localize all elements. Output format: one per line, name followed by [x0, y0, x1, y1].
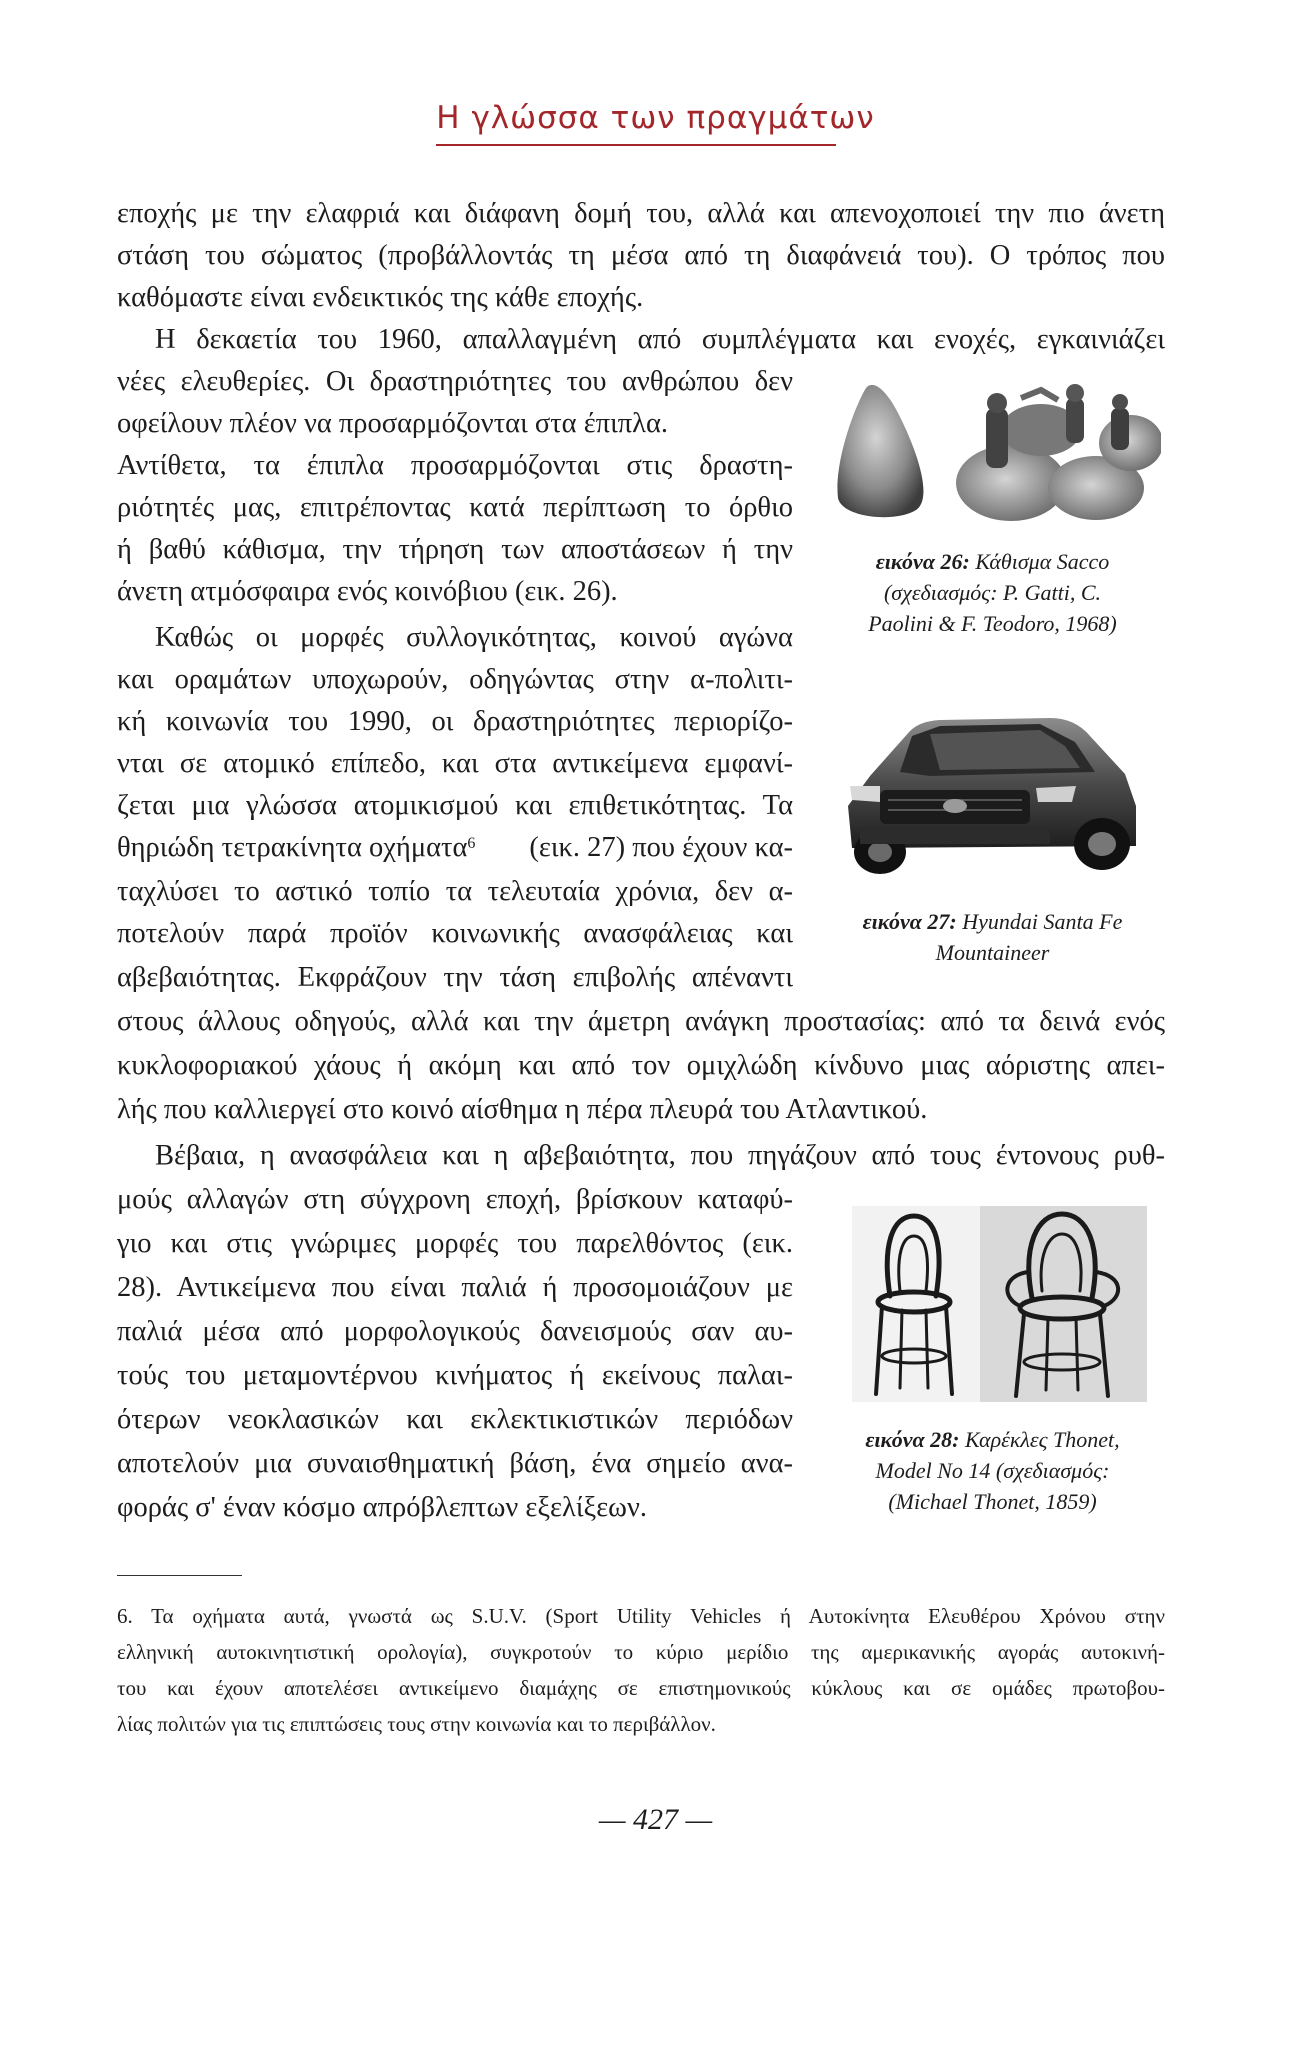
- figure-27-suv-image: [840, 706, 1145, 878]
- body-line: στους άλλους οδηγούς, αλλά και την άμετρη ανάγκη προστασίας: από τα δεινά ενός: [117, 1006, 1165, 1037]
- body-line: εποχής με την ελαφριά και διάφανη δομή του, αλλά και απενοχοποιεί την πιο άνετη: [117, 198, 1165, 229]
- body-line: κή κοινωνία του 1990, οι δραστηριότητες περιορίζο-: [117, 706, 793, 737]
- body-line: Καθώς οι μορφές συλλογικότητας, κοινού αγώνα: [155, 622, 793, 653]
- figure-26-caption: [820, 546, 1165, 639]
- page-number: — 427 —: [598, 1803, 713, 1836]
- figure-28-credit: (Michael Thonet, 1859): [888, 1489, 1097, 1514]
- body-line: καθόμαστε είναι ενδεικτικός της κάθε εποχής.: [117, 282, 644, 313]
- footnote-rule: [117, 1575, 242, 1576]
- figure-27-label: εικόνα 27:: [862, 909, 957, 934]
- figure-27-title-2: Mountaineer: [935, 940, 1050, 965]
- body-line: ταχλύσει το αστικό τοπίο τα τελευταία χρόνια, δεν α-: [117, 876, 793, 907]
- body-line: στάση του σώματος (προβάλλοντάς τη μέσα από τη διαφάνειά του). Ο τρόπος που: [117, 240, 1165, 271]
- footnote-line: ελληνική αυτοκινητιστική ορολογία), συγκροτούν το κύριο μερίδιο της αμερικανικής αγοράς αυτοκινή-: [117, 1640, 1165, 1664]
- body-line: ότερων νεοκλασικών και εκλεκτικιστικών περιόδων: [117, 1404, 793, 1435]
- figure-26-credit-1: (σχεδιασμός: P. Gatti, C.: [883, 580, 1102, 605]
- body-line: Η δεκαετία του 1960, απαλλαγμένη από συμπλέγματα και ενοχές, εγκαινιάζει: [155, 324, 1165, 355]
- body-line: γιο και στις γνώριμες μορφές του παρελθόντος (εικ.: [117, 1228, 793, 1259]
- body-line: φοράς σ' έναν κόσμο απρόβλεπτων εξελίξεων.: [117, 1492, 647, 1523]
- footnote-marker: 6: [467, 835, 476, 852]
- body-line: ή βαθύ κάθισμα, την τήρηση των αποστάσεων ή την: [117, 534, 793, 565]
- body-line: νται σε ατομικό επίπεδο, και στα αντικείμενα εμφανί-: [117, 748, 793, 779]
- figure-28-title-2: Model No 14 (σχεδιασμός:: [875, 1458, 1110, 1483]
- body-line: 28). Αντικείμενα που είναι παλιά ή προσομοιάζουν με: [117, 1272, 793, 1303]
- body-line: Αντίθετα, τα έπιπλα προσαρμόζονται στις δραστη-: [117, 450, 793, 481]
- body-line: ποτελούν παρά προϊόν κοινωνικής ανασφάλειας και: [117, 918, 793, 949]
- body-line: αβεβαιότητας. Εκφράζουν την τάση επιβολής απέναντι: [117, 962, 793, 993]
- body-text: (εικ. 27) που έχουν κα-: [529, 832, 793, 863]
- header-rule: [436, 144, 836, 146]
- body-line: άνετη ατμόσφαιρα ενός κοινόβιου (εικ. 26).: [117, 576, 618, 607]
- body-line: ριότητές μας, επιτρέποντας κατά περίπτωση το όρθιο: [117, 492, 793, 523]
- body-line: αποτελούν μια συναισθηματική βάση, ένα σημείο ανα-: [117, 1448, 793, 1479]
- body-line: μούς αλλαγών στη σύγχρονη εποχή, βρίσκουν καταφύ-: [117, 1184, 793, 1215]
- figure-28-title: Καρέκλες Thonet,: [959, 1427, 1120, 1452]
- body-line: κυκλοφοριακού χάους ή ακόμη και από τον ομιχλώδη κίνδυνο μιας αόριστης απει-: [117, 1050, 1165, 1081]
- body-line: Βέβαια, η ανασφάλεια και η αβεβαιότητα, που πηγάζουν από τους έντονους ρυθ-: [155, 1140, 1165, 1171]
- figure-28-caption: [820, 1424, 1165, 1517]
- body-line: τούς του μεταμοντέρνου κινήματος ή εκείνους παλαι-: [117, 1360, 793, 1391]
- footnote-line: 6. Τα οχήματα αυτά, γνωστά ως S.U.V. (Sport Utility Vehicles ή Αυτοκίνητα Ελευθέρου Χρόνου στην: [117, 1604, 1165, 1628]
- body-line: [117, 828, 793, 868]
- figure-27-title: Hyundai Santa Fe: [956, 909, 1123, 934]
- figure-26-label: εικόνα 26:: [875, 549, 970, 574]
- figure-26-sacco-chairs-image: [826, 368, 1161, 528]
- figure-26-credit-2: Paolini & F. Teodoro, 1968): [868, 611, 1117, 636]
- running-header: Η γλώσσα των πραγμάτων: [436, 100, 875, 136]
- body-line: λής που καλλιεργεί στο κοινό αίσθημα η πέρα πλευρά του Ατλαντικού.: [117, 1094, 928, 1125]
- body-line: ζεται μια γλώσσα ατομικισμού και επιθετικότητας. Τα: [117, 790, 793, 821]
- footnote-line: λίας πολιτών για τις επιπτώσεις τους στην κοινωνία και το περιβάλλον.: [117, 1712, 716, 1736]
- figure-28-label: εικόνα 28:: [865, 1427, 960, 1452]
- body-line: και οραμάτων υποχωρούν, οδηγώντας στην α-πολιτι-: [117, 664, 793, 695]
- body-line: παλιά μέσα από μορφολογικούς δανεισμούς σαν αυ-: [117, 1316, 793, 1347]
- body-line: οφείλουν πλέον να προσαρμόζονται στα έπιπλα.: [117, 408, 669, 439]
- footnote-line: του και έχουν αποτελέσει αντικείμενο διαμάχης σε επιστημονικούς κύκλους και σε ομάδες πρωτοβου-: [117, 1676, 1165, 1700]
- body-line: νέες ελευθερίες. Οι δραστηριότητες του ανθρώπου δεν: [117, 366, 793, 397]
- body-text: θηριώδη τετρακίνητα οχήματα: [117, 832, 468, 863]
- figure-28-thonet-chairs-image: [852, 1206, 1147, 1402]
- figure-26-title: Κάθισμα Sacco: [969, 549, 1110, 574]
- figure-27-caption: [820, 906, 1165, 968]
